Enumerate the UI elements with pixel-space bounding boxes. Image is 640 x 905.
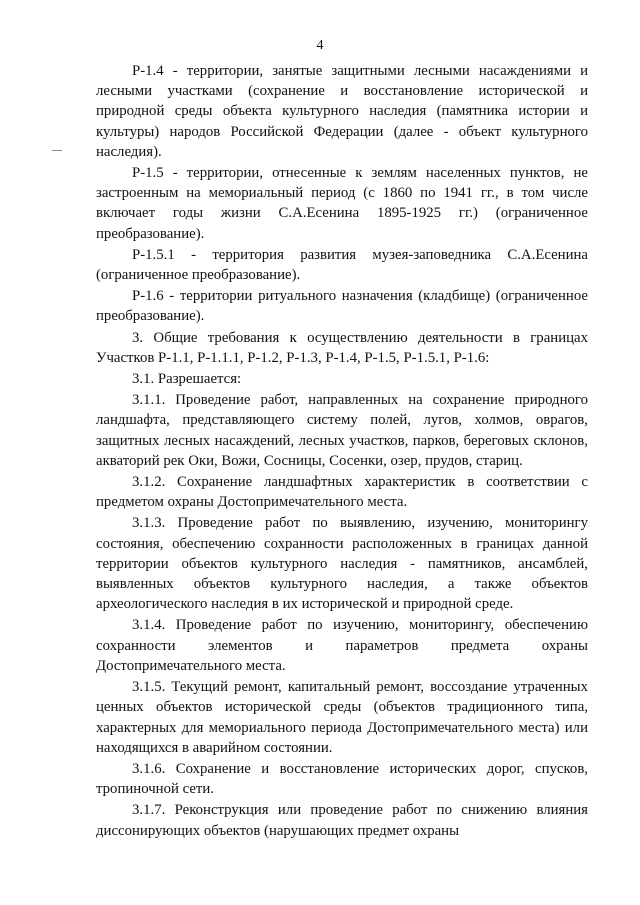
paragraph-r-1-6: Р-1.6 - территории ритуального назначения (кладбище) (ограниченное преобразование). <box>96 288 588 325</box>
page-number: 4 <box>316 38 324 53</box>
paragraph-3-1-7: 3.1.7. Реконструкция или проведение работ по снижению влияния диссонирующих объектов (нарушающих предмет охраны <box>96 802 588 839</box>
paragraph-r-1-5-1: Р-1.5.1 - территория развития музея-заповедника С.А.Есенина (ограниченное преобразование). <box>96 246 588 284</box>
paragraph-3-1-3: 3.1.3. Проведение работ по выявлению, изучению, мониторингу состояния, обеспечению сохранности расположенных в границах данной территории объектов культурного наследия - памятников, ансамблей, выявленных объектов культурного наследия, а также объектов археологического наследия в их исторической и природной среде. <box>96 515 588 613</box>
document-body <box>96 61 588 842</box>
paragraph-3-1: 3.1. Разрешается: <box>132 371 242 388</box>
margin-mark <box>52 150 62 151</box>
paragraph-3-1-2: 3.1.2. Сохранение ландшафтных характеристик в соответствии с предметом охраны Достопримечательного места. <box>96 474 588 511</box>
paragraph-section-3: 3. Общие требования к осуществлению деятельности в границах Участков Р-1.1, Р-1.1.1, Р-1.2, Р-1.3, Р-1.4, Р-1.5, Р-1.5.1, Р-1.6: <box>96 329 588 366</box>
paragraph-3-1-4: 3.1.4. Проведение работ по изучению, мониторингу, обеспечению сохранности элементов и параметров предмета охраны Достопримечательного места. <box>96 617 588 674</box>
paragraph-3-1-6: 3.1.6. Сохранение и восстановление исторических дорог, спусков, тропиночной сети. <box>96 760 588 798</box>
paragraph-3-1-1: 3.1.1. Проведение работ, направленных на сохранение природного ландшафта, представляющего систему полей, лугов, холмов, оврагов, защитных лесных насаждений, лесных участков, парков, береговых склонов, акваторий рек Оки, Вожи, Сосницы, Сосенки, озер, прудов, стариц. <box>96 392 588 469</box>
paragraph-3-1-5: 3.1.5. Текущий ремонт, капитальный ремонт, воссоздание утраченных ценных объектов исторической среды (объектов традиционного типа, характерных для мемориального периода Достопримечательного места) или находящихся в аварийном состоянии. <box>96 679 588 756</box>
paragraph-r-1-4: Р-1.4 - территории, занятые защитными лесными насаждениями и лесными участками (сохранение и восстановление исторической и природной среды объекта культурного наследия (памятника истории и культуры) народов Российской Федерации (далее - объект культурного наследия). <box>96 63 588 160</box>
paragraph-r-1-5: Р-1.5 - территории, отнесенные к землям населенных пунктов, не застроенным на мемориальный период (с 1860 по 1941 гг., в том числе включает годы жизни С.А.Есенина 1895-1925 гг.) (ограниченное преобразование). <box>96 165 588 242</box>
